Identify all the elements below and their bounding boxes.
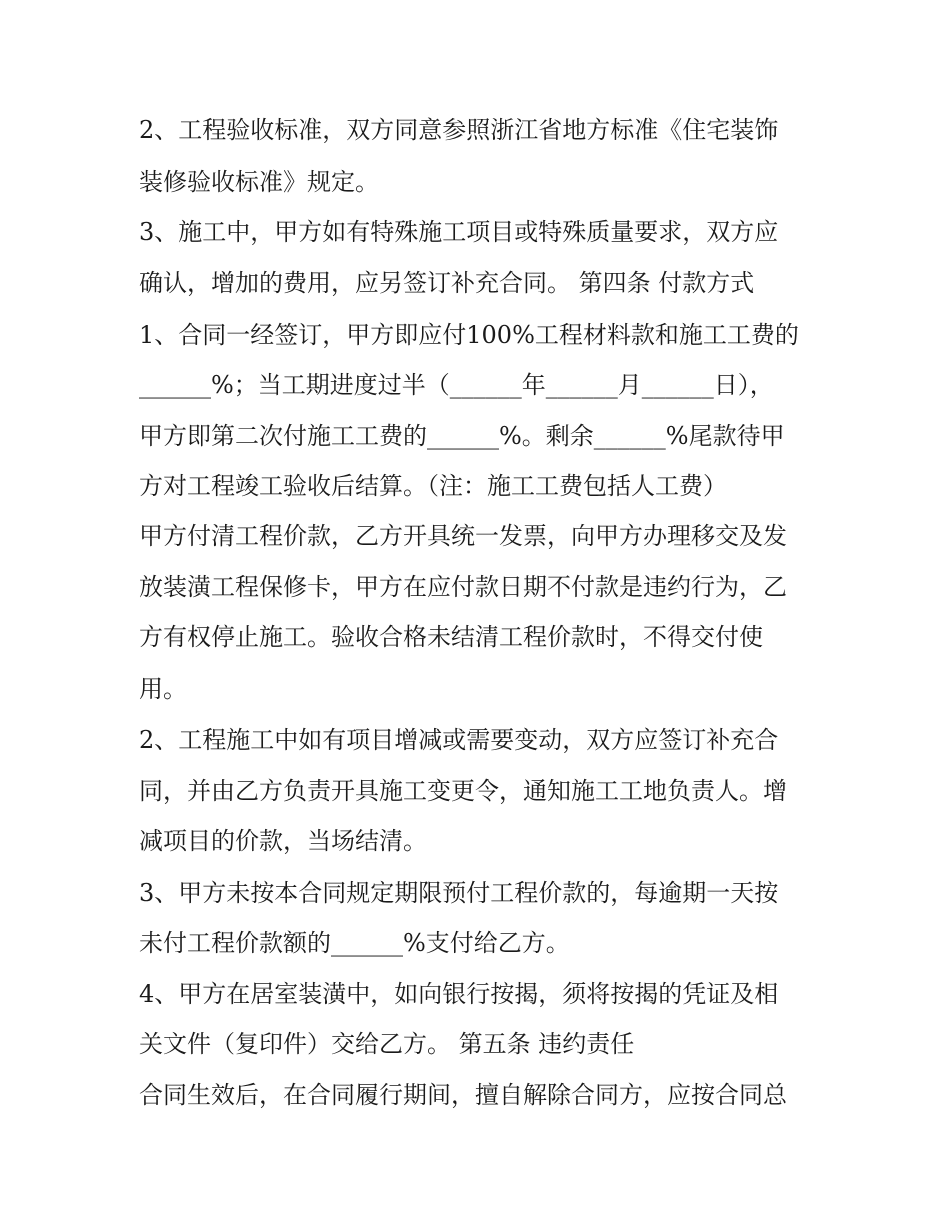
text-line: 合同生效后，在合同履行期间，擅自解除合同方，应按合同总 <box>139 1081 787 1109</box>
text-line: 3、甲方未按本合同规定期限预付工程价款的，每逾期一天按 <box>139 879 779 907</box>
text-line: 确认，增加的费用，应另签订补充合同。 第四条 付款方式 <box>139 269 755 297</box>
text-line: 甲方付清工程价款，乙方开具统一发票，向甲方办理移交及发 <box>139 522 787 550</box>
text-line: 2、工程验收标准，双方同意参照浙江省地方标准《住宅装饰 <box>139 116 779 144</box>
text-line: 减项目的价款，当场结清。 <box>139 827 427 855</box>
text-line: 同，并由乙方负责开具施工变更令，通知施工工地负责人。增 <box>139 777 787 805</box>
text-line: 3、施工中，甲方如有特殊施工项目或特殊质量要求，双方应 <box>139 218 779 246</box>
text-line: 2、工程施工中如有项目增减或需要变动，双方应签订补充合 <box>139 726 779 754</box>
text-line: 4、甲方在居室装潢中，如向银行按揭，须将按揭的凭证及相 <box>139 980 779 1008</box>
text-line: 装修验收标准》规定。 <box>139 168 379 196</box>
text-line: 关文件（复印件）交给乙方。 第五条 违约责任 <box>139 1030 635 1058</box>
text-line: 甲方即第二次付施工工费的______%。剩余______%尾款待甲 <box>139 422 785 450</box>
text-line: 放装潢工程保修卡，甲方在应付款日期不付款是违约行为，乙 <box>139 573 787 601</box>
text-line: ______%；当工期进度过半（______年______月______日）， <box>139 371 774 399</box>
text-line: 方有权停止施工。验收合格未结清工程价款时，不得交付使 <box>139 623 763 651</box>
text-line: 方对工程竣工验收后结算。（注：施工工费包括人工费） <box>139 472 727 500</box>
text-line: 未付工程价款额的______%支付给乙方。 <box>139 929 570 957</box>
text-line: 用。 <box>139 675 187 703</box>
text-line: 1、合同一经签订，甲方即应付100%工程材料款和施工工费的 <box>139 321 799 349</box>
